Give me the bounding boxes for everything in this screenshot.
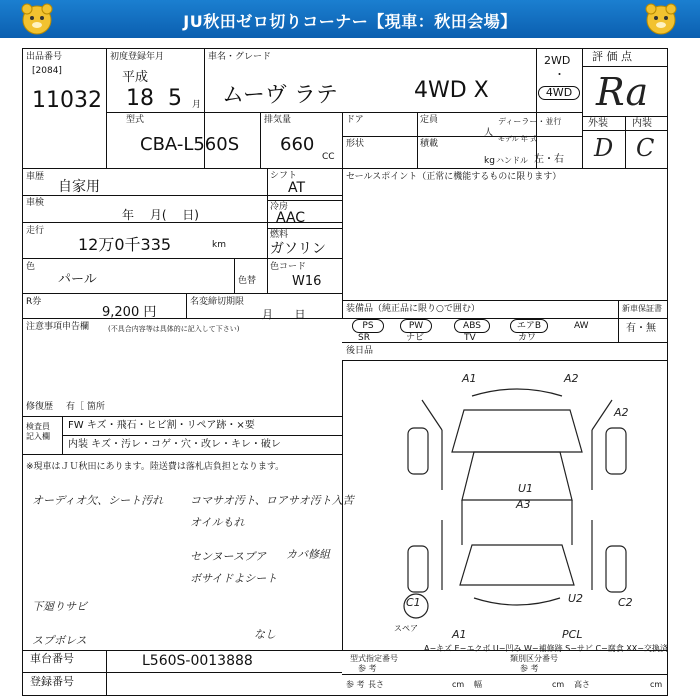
equip-pw: PW — [400, 319, 432, 333]
diagram-mark-c2: C2 — [618, 596, 633, 609]
shift-label: シフト — [270, 171, 298, 181]
inspector-label: 検査員 記入欄 — [26, 422, 50, 441]
diagram-mark-c1: C1 — [406, 596, 421, 609]
damage-legend: A−キズ E−エクボ U−凹み W−補修跡 S−サビ C−腐食 XX−交換済 — [424, 644, 668, 653]
people-unit: 人 — [484, 128, 494, 138]
name-change-value: 月 日 — [262, 308, 306, 321]
inspection-label: 車検 — [26, 198, 45, 208]
reg-month: 5 — [168, 86, 182, 111]
hand-note-6: ボサイドよシート — [190, 572, 278, 585]
hand-note-1: オーディオ欠、シート汚れ — [32, 494, 164, 507]
ac-value: AAC — [276, 210, 306, 226]
use-label: 車歴 — [26, 172, 45, 182]
era: 平成 — [122, 70, 149, 85]
bear-mascot-icon — [644, 2, 678, 36]
caution-sub: (不具合内容等は具体的に記入して下さい) — [108, 325, 240, 333]
mileage-label: 走行 — [26, 226, 45, 236]
use-value: 自家用 — [58, 179, 100, 195]
drive-dot: ・ — [554, 68, 565, 81]
height-unit: cm — [650, 680, 663, 689]
hand-note-8: スプボレス — [32, 634, 87, 647]
equip-airbag: エアB — [510, 319, 548, 333]
auction-sheet — [22, 40, 668, 696]
lot-label: 出品番号 — [26, 52, 63, 62]
spare-label: スペア — [394, 624, 418, 633]
equipment-title: 装備品（純正品に限り○で囲む） — [346, 304, 480, 314]
model-year-label: モデル 年 式 — [498, 135, 538, 143]
lot-number: 11032 — [32, 88, 102, 113]
hand-note-2: コマサオ汚ト、ロアサオ汚ト入苦 — [190, 494, 354, 507]
mileage-value: 12万0千335 — [78, 235, 172, 254]
equip-abs: ABS — [454, 319, 490, 333]
shape-label: 形状 — [346, 139, 365, 149]
equip-navi: ナビ — [406, 333, 425, 343]
km-unit: km — [212, 240, 226, 250]
handle-label: ハンドル — [496, 156, 528, 165]
header-banner — [0, 0, 700, 38]
handle-value: 左・右 — [534, 154, 564, 165]
r-value: 9,200 円 — [102, 305, 157, 320]
warranty-label: 新車保証書 — [622, 304, 662, 313]
type-label: 型式 — [126, 115, 145, 125]
inspection-value: 年 月( 日) — [122, 208, 199, 222]
width-label: 幅 — [474, 680, 482, 689]
dims-ref: 参 考 — [346, 680, 365, 689]
repair-label: 修復歴 — [26, 402, 54, 412]
cc-unit: CC — [322, 152, 335, 162]
load-label: 積載 — [420, 139, 439, 149]
diagram-mark-u1: U1 — [518, 482, 534, 495]
hand-note-4: センヌースブア — [190, 550, 267, 563]
dealer-label: ディーラー・並行 — [498, 117, 562, 126]
width-unit: cm — [552, 680, 565, 689]
chassis-value: L560S-0013888 — [142, 653, 253, 669]
shift-value: AT — [288, 180, 306, 196]
door-label: ドア — [346, 115, 364, 125]
banner-title: JU秋田ゼロ切りコーナー【現車：秋田会場】 — [183, 12, 517, 31]
color-change-label: 色替 — [238, 276, 257, 286]
diagram-mark-a2-top: A2 — [564, 372, 579, 385]
name-change-label: 名変締切期限 — [190, 297, 245, 307]
hand-note-5: カバ修組 — [286, 548, 330, 561]
fuel-value: ガソリン — [270, 241, 326, 257]
r-label: R券 — [26, 297, 42, 307]
displacement: 660 — [280, 134, 315, 155]
type-cert-label: 型式指定番号 — [350, 654, 398, 663]
type-value: CBA-L560S — [140, 134, 240, 155]
diagram-mark-a2-side: A2 — [614, 406, 629, 419]
repair-value: 有［ 箇所 — [66, 402, 105, 412]
equip-sr: SR — [358, 333, 370, 343]
grade: 4WD X — [414, 78, 489, 103]
diagram-mark-a1-top: A1 — [462, 372, 477, 385]
diagram-mark-pcl: PCL — [562, 628, 583, 641]
score-label: 評 価 点 — [592, 50, 632, 63]
color-code-label: 色コード — [270, 262, 307, 272]
car-name: ムーヴ ラテ — [222, 83, 338, 108]
type-cert-ref: 参 考 — [358, 664, 377, 673]
color-code-value: W16 — [292, 274, 322, 289]
chassis-label: 車台番号 — [30, 652, 74, 665]
height-label: 高さ — [574, 680, 590, 689]
ac-label: 冷房 — [270, 202, 289, 212]
month-unit: 月 — [192, 100, 202, 110]
sales-point-label: セールスポイント（正常に機能するものに限ります） — [346, 172, 562, 182]
hand-note-9: なし — [254, 628, 276, 641]
diagram-mark-a3: A3 — [516, 498, 531, 511]
drive-4wd: 4WD — [538, 86, 580, 100]
capacity-label: 定員 — [420, 115, 439, 125]
fuel-label: 燃料 — [270, 230, 289, 240]
kg-unit: kg — [484, 156, 495, 166]
car-damage-diagram — [402, 370, 632, 620]
registration-label: 登録番号 — [30, 675, 74, 688]
exterior-label: 外装 — [588, 118, 608, 129]
drive-2wd: 2WD — [544, 54, 571, 67]
rear-seat-label: 後日品 — [346, 346, 374, 356]
interior-score: C — [636, 134, 655, 162]
lot-sub: [2084] — [32, 66, 62, 76]
interior-label: 内装 — [632, 118, 652, 129]
length-unit: cm — [452, 680, 465, 689]
color-value: パール — [58, 272, 97, 287]
color-label: 色 — [26, 262, 36, 272]
displacement-label: 排気量 — [264, 115, 292, 125]
class-ref: 参 考 — [520, 664, 539, 673]
warranty-value: 有・無 — [626, 323, 656, 334]
class-label: 類別区分番号 — [510, 654, 558, 663]
equip-ps: PS — [352, 319, 384, 333]
inspect-row2: 内装 キズ・汚レ・コゲ・穴・改レ・キレ・破レ — [68, 439, 281, 450]
inspect-row1: FW キズ・飛石・ヒビ割・リペア跡・×要 — [68, 420, 255, 431]
equip-aw: AW — [574, 321, 589, 331]
equip-tv: TV — [464, 333, 476, 343]
reg-year: 18 — [126, 86, 154, 111]
hand-note-3: オイルもれ — [190, 516, 245, 529]
caution-label: 注意事項申告欄 — [26, 322, 90, 332]
exterior-score: D — [594, 134, 614, 162]
length-label: 長さ — [368, 680, 384, 689]
diagram-mark-a1-rear: A1 — [452, 628, 467, 641]
hand-note-7: 下廻りサビ — [32, 600, 87, 613]
diagram-mark-u2: U2 — [568, 592, 584, 605]
model-label: 車名・グレード — [208, 52, 272, 62]
first-reg-label: 初度登録年月 — [110, 52, 165, 62]
location-note: ※現車はＪＵ秋田にあります。陸送費は落札店負担となります。 — [26, 462, 285, 472]
score-value: Ra — [596, 70, 649, 114]
equip-leather: カワ — [518, 333, 537, 343]
